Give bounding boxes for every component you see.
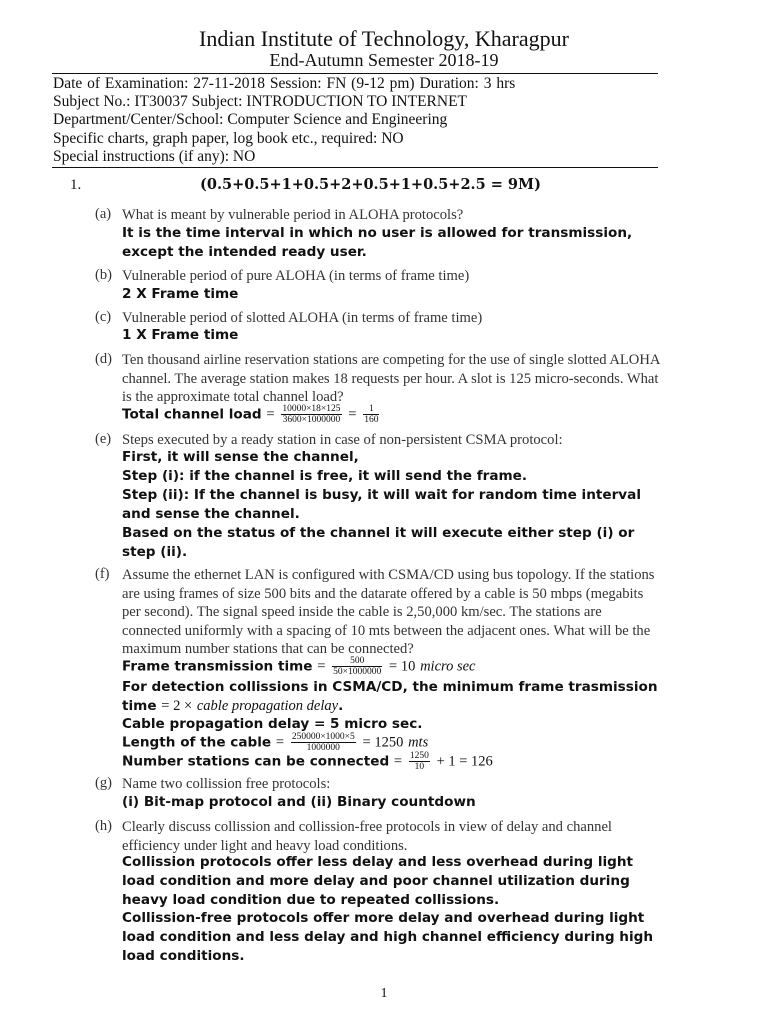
channel-load-fraction [281, 404, 341, 425]
part-c-label: (c) [95, 309, 112, 325]
part-a-label: (a) [95, 206, 112, 222]
cable-length-fraction [291, 732, 356, 753]
part-e-answer-line-4: Based on the status of the channel it will execute either step (i) or step (ii). [122, 525, 635, 560]
cable-length-unit: mts [408, 734, 429, 751]
part-h-label: (h) [95, 818, 112, 834]
cable-propagation-delay-line: Cable propagation delay = 5 micro sec. [122, 716, 423, 732]
header-bottom-rule [52, 167, 658, 168]
stations-result: + 1 = 126 [436, 753, 493, 770]
part-d-label: (d) [95, 351, 112, 367]
cable-length-line: Length of the cable = $\frac{250000\times 1000\times 5}{1000000}$ = 1250 mts [122, 732, 429, 753]
fraction-denominator: 3600×1000000 [282, 415, 341, 425]
fraction-denominator: 10 [409, 761, 430, 772]
part-e-label: (e) [95, 431, 112, 447]
part-b-answer: 2 X Frame time [122, 286, 239, 302]
ftt-unit: micro sec [420, 658, 476, 675]
part-e-answer-line-3: Step (ii): If the channel is busy, it will wait for random time interval and sense the channel. [122, 487, 641, 522]
equals-sign: = [266, 406, 275, 423]
header-top-rule [52, 73, 658, 74]
page-number: 1 [380, 986, 388, 1001]
semester-subtitle: End-Autumn Semester 2018-19 [269, 50, 499, 70]
part-g-question: Name two collission free protocols: [122, 776, 331, 792]
part-g-answer: (i) Bit-map protocol and (ii) Binary countdown [122, 794, 476, 810]
special-instructions-line: Special instructions (if any): NO [53, 148, 256, 165]
part-f-label: (f) [95, 566, 110, 582]
fraction-denominator: 1000000 [291, 742, 356, 753]
frame-transmission-time-line: Frame transmission time = $\frac{500}{50\times 1000000}$ = 10 micro sec [122, 656, 476, 677]
fraction-numerator: 10000×18×125 [282, 404, 341, 414]
cable-length-label: Length of the cable [122, 734, 272, 751]
department-line: Department/Center/School: Computer Science and Engineering [53, 111, 448, 128]
fraction-numerator: 1250 [409, 751, 429, 761]
part-c-question: Vulnerable period of slotted ALOHA (in terms of frame time) [122, 310, 483, 326]
ftt-result: = 10 [389, 658, 416, 675]
part-e-answer-line-2: Step (i): if the channel is free, it will send the frame. [122, 468, 528, 484]
fraction-denominator: 160 [364, 415, 379, 425]
channel-load-result-fraction [363, 404, 379, 425]
part-h-answer-1: Collission protocols offer less delay and less overhead during light load condition and more delay and poor channel utilization during heavy load condition due to repeated collissions. [122, 854, 634, 908]
fraction-numerator: 1 [368, 404, 374, 414]
equals-sign: = [348, 406, 357, 423]
part-d-question: Ten thousand airline reservation stations are competing for the use of single slotted ALOHA channel. The average station makes 18 requests per hour. A slot is 125 micro-seconds. What is the approximate total channel load? [122, 352, 660, 405]
detection-italic: cable propagation delay [196, 698, 339, 714]
part-c-answer: 1 X Frame time [122, 327, 239, 343]
fraction-numerator: 500 [350, 656, 365, 666]
part-h-answer-2: Collission-free protocols offer more delay and overhead during light load condition and less delay and high channel efficiency during high load conditions. [122, 910, 654, 964]
question-number: 1. [70, 177, 82, 193]
fraction-denominator: 50×1000000 [333, 667, 382, 677]
part-a-answer: It is the time interval in which no user is allowed for transmission, except the intended ready user. [122, 225, 633, 260]
part-f-question: Assume the ethernet LAN is configured with CSMA/CD using bus topology. If the stations are using frames of size 500 bits and the datarate offered by a cable is 50 mbps (megabits per second). The signal speed inside the cable is 2,50,000 km/sec. The stations are connected uniformly with a spacing of 10 mts between the adjacent ones. What will be the maximum number stations that can be connected? [122, 567, 655, 657]
fraction-numerator: 250000×1000×5 [291, 732, 355, 742]
subject-line: Subject No.: IT30037 Subject: INTRODUCTION TO INTERNET [53, 93, 468, 110]
part-e-question: Steps executed by a ready station in case of non-persistent CSMA protocol: [122, 432, 563, 448]
part-g-label: (g) [95, 775, 112, 791]
part-a-question: What is meant by vulnerable period in ALOHA protocols? [122, 207, 464, 223]
part-e-answer-line-1: First, it will sense the channel, [122, 449, 359, 465]
ftt-label: Frame transmission time [122, 658, 313, 675]
stations-count-label: Number stations can be connected [122, 753, 390, 770]
institute-title: Indian Institute of Technology, Kharagpur [199, 26, 569, 51]
part-h-question: Clearly discuss collission and collission-free protocols in view of delay and channel efficiency under light and heavy load conditions. [122, 819, 612, 854]
stations-fraction [409, 751, 430, 772]
exam-date-line: Date of Examination: 27-11-2018 Session: FN (9-12 pm) Duration: 3 hrs [53, 75, 516, 92]
channel-load-label: Total channel load [122, 406, 262, 423]
detection-line: For detection collissions in CSMA/CD, the minimum frame trasmission time = 2 × cable propagation delay. [122, 679, 658, 714]
part-b-label: (b) [95, 267, 112, 283]
detection-eq: = 2 × [161, 698, 193, 714]
requirements-line: Specific charts, graph paper, log book etc., required: NO [53, 130, 404, 147]
detection-text: For detection collissions in CSMA/CD, the minimum frame trasmission time [122, 679, 658, 714]
cable-length-result: = 1250 [362, 734, 404, 751]
part-d-answer [122, 404, 662, 425]
ftt-fraction [332, 656, 382, 677]
part-b-question: Vulnerable period of pure ALOHA (in terms of frame time) [122, 268, 470, 284]
stations-count-line: Number stations can be connected = $\frac{1250}{10}$ + 1 = 126 [122, 751, 493, 772]
question-marks: (0.5+0.5+1+0.5+2+0.5+1+0.5+2.5 = 9M) [200, 176, 541, 193]
